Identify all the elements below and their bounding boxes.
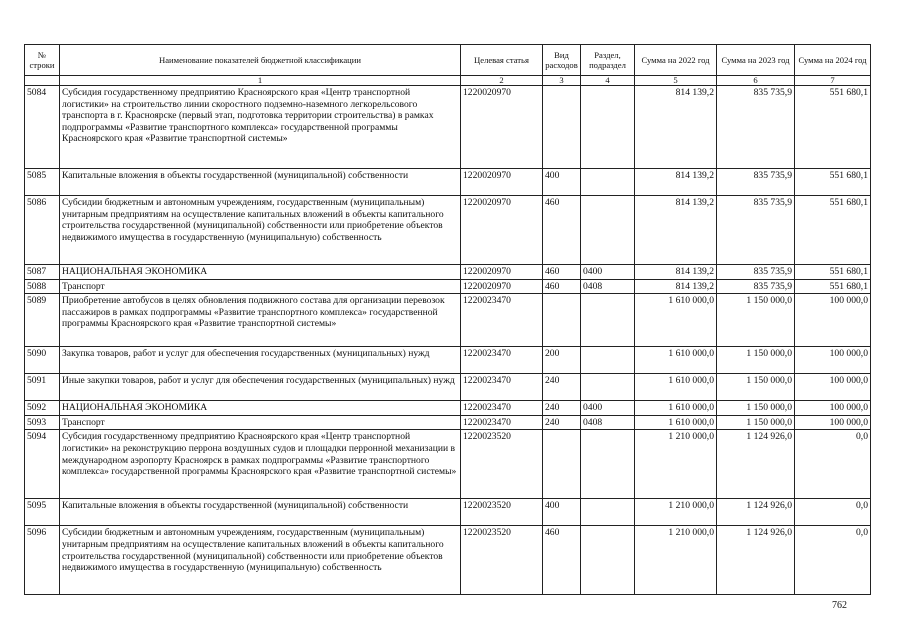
row-number: 5084	[25, 86, 60, 169]
row-sum-2024: 551 680,1	[795, 196, 871, 265]
row-target-article: 1220020970	[461, 169, 543, 196]
col-number: 2	[461, 76, 543, 86]
col-header-target-article: Целевая статья	[461, 45, 543, 76]
row-name: Капитальные вложения в объекты государственной (муниципальной) собственности	[60, 499, 461, 526]
col-header-name: Наименование показателей бюджетной классификации	[60, 45, 461, 76]
row-expense-type: 460	[543, 265, 581, 280]
table-row	[25, 430, 871, 499]
col-number: 5	[635, 76, 717, 86]
table-row	[25, 169, 871, 196]
row-target-article: 1220023470	[461, 294, 543, 347]
row-expense-type: 200	[543, 347, 581, 374]
row-sum-2022: 1 610 000,0	[635, 294, 717, 347]
row-target-article: 1220023520	[461, 430, 543, 499]
row-sum-2022: 814 139,2	[635, 196, 717, 265]
row-sum-2022: 1 210 000,0	[635, 499, 717, 526]
table-row	[25, 265, 871, 280]
row-number: 5087	[25, 265, 60, 280]
table-row	[25, 499, 871, 526]
row-number: 5091	[25, 374, 60, 401]
row-section	[581, 86, 635, 169]
col-header-row-number: № строки	[25, 45, 60, 76]
row-sum-2023: 1 150 000,0	[717, 294, 795, 347]
row-number: 5093	[25, 415, 60, 430]
row-number: 5095	[25, 499, 60, 526]
row-expense-type: 400	[543, 499, 581, 526]
row-sum-2023: 1 124 926,0	[717, 526, 795, 595]
row-sum-2022: 1 610 000,0	[635, 415, 717, 430]
row-expense-type: 460	[543, 196, 581, 265]
row-sum-2024: 100 000,0	[795, 401, 871, 416]
table-row	[25, 526, 871, 595]
row-sum-2024: 0,0	[795, 526, 871, 595]
table-row	[25, 279, 871, 294]
row-number: 5092	[25, 401, 60, 416]
row-name: Закупка товаров, работ и услуг для обеспечения государственных (муниципальных) нужд	[60, 347, 461, 374]
row-expense-type: 240	[543, 401, 581, 416]
row-section	[581, 347, 635, 374]
row-name: Транспорт	[60, 279, 461, 294]
row-expense-type: 460	[543, 526, 581, 595]
row-name: НАЦИОНАЛЬНАЯ ЭКОНОМИКА	[60, 265, 461, 280]
row-expense-type: 240	[543, 415, 581, 430]
row-section	[581, 294, 635, 347]
col-header-sum-2022: Сумма на 2022 год	[635, 45, 717, 76]
row-number: 5089	[25, 294, 60, 347]
row-section: 0408	[581, 279, 635, 294]
table-row	[25, 196, 871, 265]
row-number: 5085	[25, 169, 60, 196]
row-expense-type	[543, 86, 581, 169]
row-sum-2023: 1 150 000,0	[717, 415, 795, 430]
row-target-article: 1220023520	[461, 499, 543, 526]
row-number: 5090	[25, 347, 60, 374]
row-number: 5094	[25, 430, 60, 499]
row-sum-2022: 814 139,2	[635, 169, 717, 196]
row-sum-2022: 1 210 000,0	[635, 526, 717, 595]
row-section: 0408	[581, 415, 635, 430]
row-name: Иные закупки товаров, работ и услуг для обеспечения государственных (муниципальных) нужд	[60, 374, 461, 401]
row-target-article: 1220020970	[461, 196, 543, 265]
col-header-section: Раздел, подраздел	[581, 45, 635, 76]
row-sum-2023: 835 735,9	[717, 196, 795, 265]
row-name: Капитальные вложения в объекты государственной (муниципальной) собственности	[60, 169, 461, 196]
row-sum-2023: 1 150 000,0	[717, 401, 795, 416]
col-number: 6	[717, 76, 795, 86]
col-number: 3	[543, 76, 581, 86]
page-number: 762	[832, 600, 847, 611]
table-row	[25, 374, 871, 401]
row-name: Субсидии бюджетным и автономным учреждениям, государственным (муниципальным) унитарным предприятиям на осуществление капитальных вложений в объекты капитального строительства государственной (муниципальной) собственности или приобретение объектов недвижимого имущества в государственную (муниципальную) собственность	[60, 526, 461, 595]
row-sum-2022: 814 139,2	[635, 86, 717, 169]
col-number: 1	[60, 76, 461, 86]
column-number-row	[25, 76, 871, 86]
row-sum-2023: 835 735,9	[717, 279, 795, 294]
row-number: 5088	[25, 279, 60, 294]
row-expense-type: 460	[543, 279, 581, 294]
row-sum-2022: 1 210 000,0	[635, 430, 717, 499]
row-name: Субсидии бюджетным и автономным учреждениям, государственным (муниципальным) унитарным предприятиям на осуществление капитальных вложений в объекты капитального строительства государственной (муниципальной) собственности или приобретение объектов недвижимого имущества в государственную (муниципальную) собственность	[60, 196, 461, 265]
row-sum-2023: 1 150 000,0	[717, 374, 795, 401]
row-target-article: 1220020970	[461, 265, 543, 280]
row-target-article: 1220023470	[461, 415, 543, 430]
row-target-article: 1220023470	[461, 401, 543, 416]
col-header-sum-2023: Сумма на 2023 год	[717, 45, 795, 76]
row-sum-2022: 1 610 000,0	[635, 347, 717, 374]
row-section: 0400	[581, 401, 635, 416]
row-expense-type	[543, 294, 581, 347]
budget-table	[24, 44, 871, 595]
table-row	[25, 415, 871, 430]
row-sum-2023: 835 735,9	[717, 265, 795, 280]
row-section	[581, 169, 635, 196]
row-name: Субсидия государственному предприятию Красноярского края «Центр транспортной логистики» на реконструкцию перрона воздушных судов и площадки перронной механизации в международном аэропорту Красноярск в рамках подпрограммы «Развитие транспортного комплекса» государственной программы Красноярского края «Развитие транспортной системы»	[60, 430, 461, 499]
row-sum-2022: 814 139,2	[635, 279, 717, 294]
header-row	[25, 45, 871, 76]
row-number: 5086	[25, 196, 60, 265]
row-sum-2024: 100 000,0	[795, 347, 871, 374]
row-name: Транспорт	[60, 415, 461, 430]
col-number	[25, 76, 60, 86]
table-row	[25, 347, 871, 374]
row-number: 5096	[25, 526, 60, 595]
row-sum-2024: 100 000,0	[795, 415, 871, 430]
col-header-expense-type: Вид расходов	[543, 45, 581, 76]
row-target-article: 1220023520	[461, 526, 543, 595]
col-number: 7	[795, 76, 871, 86]
col-header-sum-2024: Сумма на 2024 год	[795, 45, 871, 76]
row-sum-2022: 1 610 000,0	[635, 374, 717, 401]
row-sum-2023: 1 150 000,0	[717, 347, 795, 374]
row-name: Субсидия государственному предприятию Красноярского края «Центр транспортной логистики» на строительство линии скоростного подземно-наземного легкорельсового транспорта в г. Красноярске (первый этап, подготовка территории строительства) в рамках подпрограммы «Развитие транспортного комплекса» государственной программы Красноярского края «Развитие транспортной системы»	[60, 86, 461, 169]
row-section	[581, 526, 635, 595]
table-row	[25, 86, 871, 169]
row-section	[581, 374, 635, 401]
row-sum-2024: 0,0	[795, 430, 871, 499]
row-sum-2024: 0,0	[795, 499, 871, 526]
row-section	[581, 196, 635, 265]
row-sum-2024: 551 680,1	[795, 169, 871, 196]
row-sum-2024: 551 680,1	[795, 265, 871, 280]
row-section: 0400	[581, 265, 635, 280]
table-row	[25, 401, 871, 416]
table-row	[25, 294, 871, 347]
row-section	[581, 430, 635, 499]
row-sum-2023: 1 124 926,0	[717, 430, 795, 499]
row-expense-type: 400	[543, 169, 581, 196]
row-sum-2023: 835 735,9	[717, 169, 795, 196]
row-target-article: 1220020970	[461, 279, 543, 294]
row-sum-2022: 1 610 000,0	[635, 401, 717, 416]
row-sum-2022: 814 139,2	[635, 265, 717, 280]
row-sum-2023: 835 735,9	[717, 86, 795, 169]
row-expense-type	[543, 430, 581, 499]
row-sum-2024: 100 000,0	[795, 374, 871, 401]
row-target-article: 1220020970	[461, 86, 543, 169]
row-sum-2024: 551 680,1	[795, 279, 871, 294]
row-name: Приобретение автобусов в целях обновления подвижного состава для организации перевозок пассажиров в рамках подпрограммы «Развитие транспортного комплекса» государственной программы Красноярского края «Развитие транспортной системы»	[60, 294, 461, 347]
row-target-article: 1220023470	[461, 347, 543, 374]
row-sum-2024: 100 000,0	[795, 294, 871, 347]
col-number: 4	[581, 76, 635, 86]
row-section	[581, 499, 635, 526]
row-sum-2024: 551 680,1	[795, 86, 871, 169]
row-expense-type: 240	[543, 374, 581, 401]
row-sum-2023: 1 124 926,0	[717, 499, 795, 526]
row-target-article: 1220023470	[461, 374, 543, 401]
row-name: НАЦИОНАЛЬНАЯ ЭКОНОМИКА	[60, 401, 461, 416]
